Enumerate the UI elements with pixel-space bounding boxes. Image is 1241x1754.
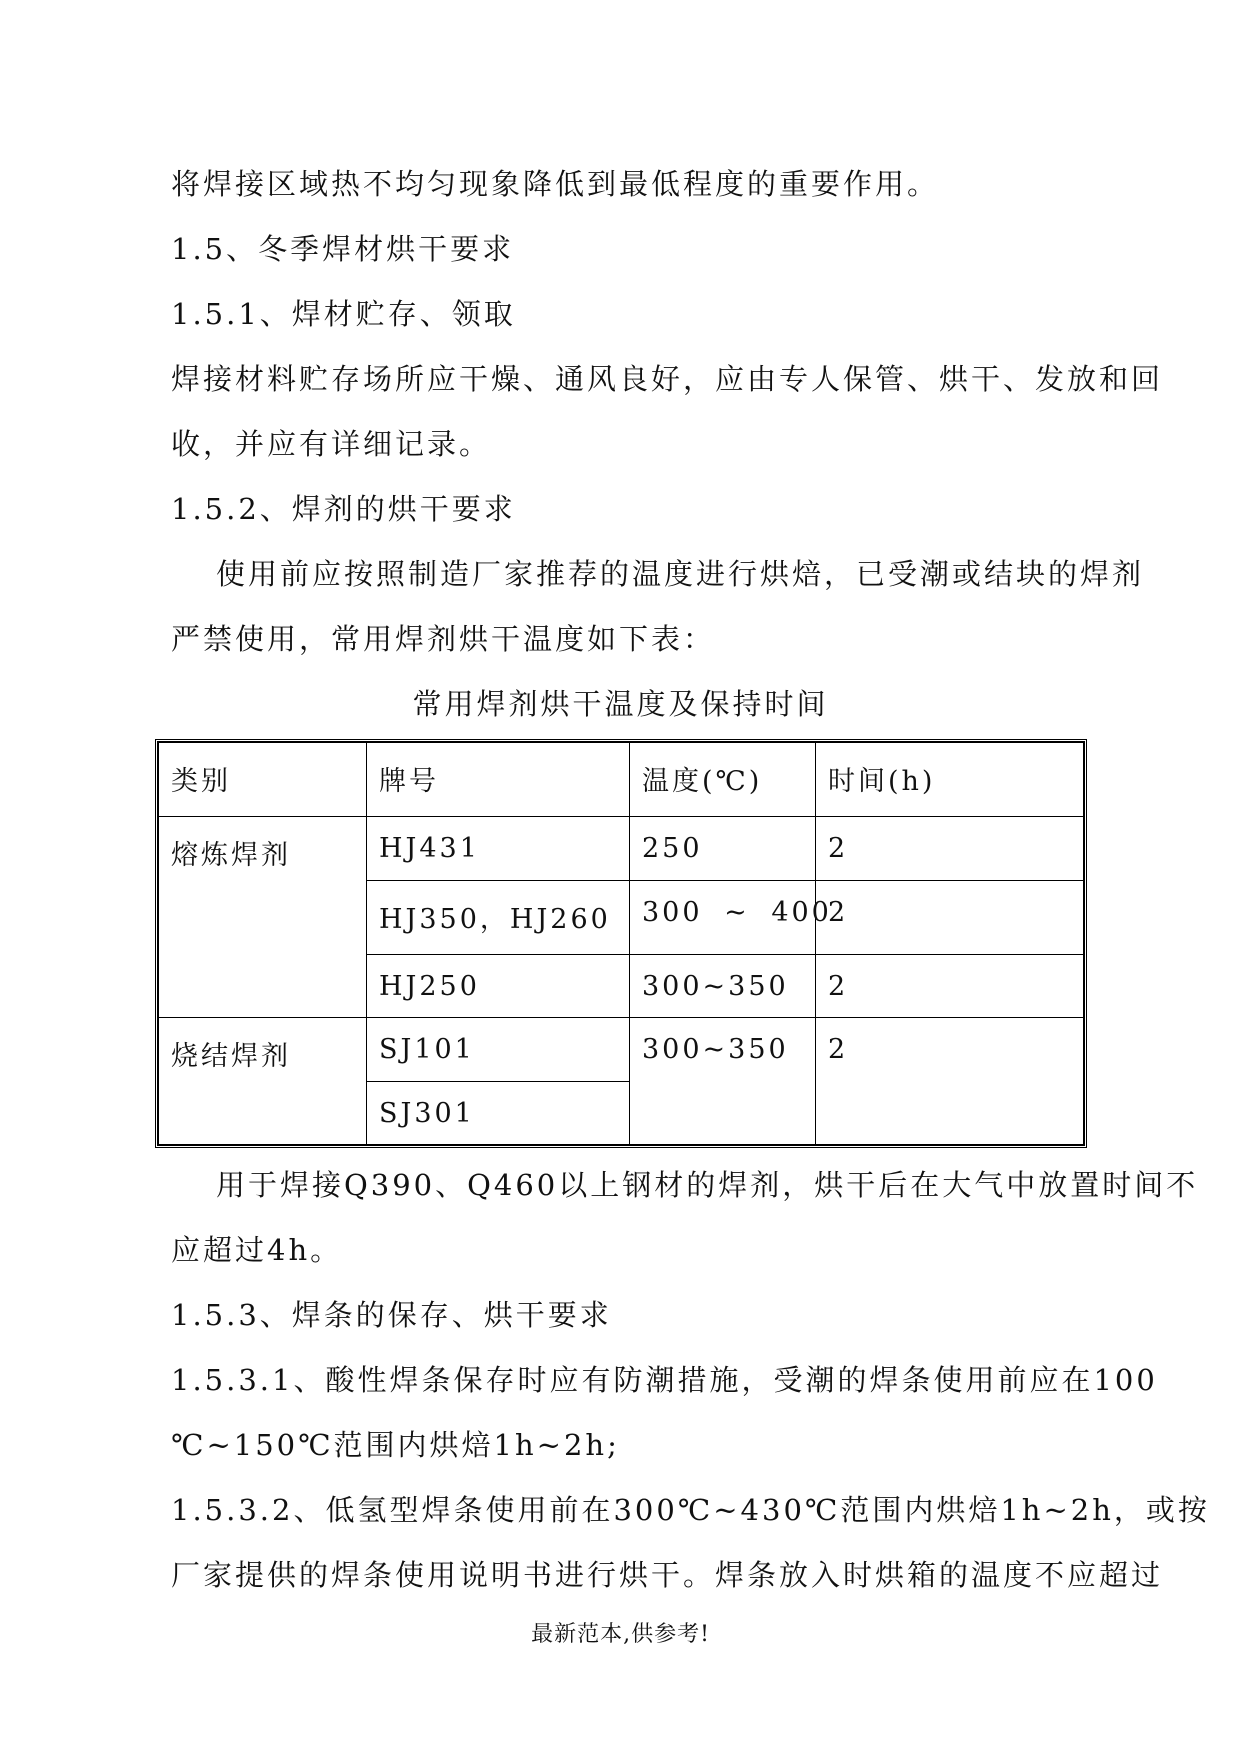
paragraph-line: 1.5.3.2、低氢型焊条使用前在300℃~430℃范围内烘焙1h~2h，或按 — [171, 1493, 1210, 1527]
paragraph-line: 使用前应按照制造厂家推荐的温度进行烘焙，已受潮或结块的焊剂 — [216, 557, 1145, 591]
grade-cell: SJ301 — [367, 1081, 630, 1145]
category-cell: 烧结焊剂 — [159, 1018, 367, 1145]
paragraph-line: 将焊接区域热不均匀现象降低到最低程度的重要作用。 — [171, 167, 940, 201]
temperature-cell: 300~350 — [630, 1018, 816, 1145]
section-heading-1-5: 1.5、冬季焊材烘干要求 — [171, 232, 515, 266]
time-cell: 2 — [816, 1018, 1084, 1145]
grade-cell: SJ101 — [367, 1018, 630, 1081]
paragraph-line: 厂家提供的焊条使用说明书进行烘干。焊条放入时烘箱的温度不应超过 — [171, 1558, 1164, 1592]
header-category: 类别 — [159, 743, 367, 817]
section-heading-1-5-3: 1.5.3、焊条的保存、烘干要求 — [171, 1298, 612, 1332]
temperature-cell: 250 — [630, 817, 816, 880]
page-footer: 最新范本,供参考! — [531, 1622, 710, 1647]
paragraph-line: 1.5.3.1、酸性焊条保存时应有防潮措施，受潮的焊条使用前应在100 — [171, 1363, 1158, 1397]
paragraph-line: 严禁使用，常用焊剂烘干温度如下表： — [171, 622, 716, 656]
time-cell: 2 — [816, 817, 1084, 880]
paragraph-line: ℃~150℃范围内烘焙1h~2h; — [171, 1428, 620, 1462]
grade-cell: HJ431 — [367, 817, 630, 880]
section-heading-1-5-1: 1.5.1、焊材贮存、领取 — [171, 297, 516, 331]
table-caption: 常用焊剂烘干温度及保持时间 — [412, 687, 829, 721]
grade-cell: HJ350，HJ260 — [367, 880, 630, 954]
table-row — [159, 1018, 1084, 1081]
grade-cell: HJ250 — [367, 954, 630, 1017]
table-header-row — [159, 743, 1084, 817]
header-temperature: 温度(℃) — [630, 743, 816, 817]
header-time: 时间(h) — [816, 743, 1084, 817]
time-cell: 2 — [816, 954, 1084, 1017]
temperature-cell: 300~350 — [630, 954, 816, 1017]
table-row — [159, 817, 1084, 880]
header-grade: 牌号 — [367, 743, 630, 817]
paragraph-line: 应超过4h。 — [171, 1233, 343, 1267]
paragraph-line: 焊接材料贮存场所应干燥、通风良好，应由专人保管、烘干、发放和回 — [171, 362, 1164, 396]
time-cell: 2 — [816, 880, 1084, 954]
category-cell: 熔炼焊剂 — [159, 817, 367, 1018]
flux-drying-table — [155, 739, 1087, 1148]
paragraph-line: 用于焊接Q390、Q460以上钢材的焊剂，烘干后在大气中放置时间不 — [216, 1168, 1199, 1202]
temperature-cell: 300 ~ 400 — [630, 880, 816, 954]
section-heading-1-5-2: 1.5.2、焊剂的烘干要求 — [171, 492, 516, 526]
paragraph-line: 收，并应有详细记录。 — [171, 427, 492, 461]
